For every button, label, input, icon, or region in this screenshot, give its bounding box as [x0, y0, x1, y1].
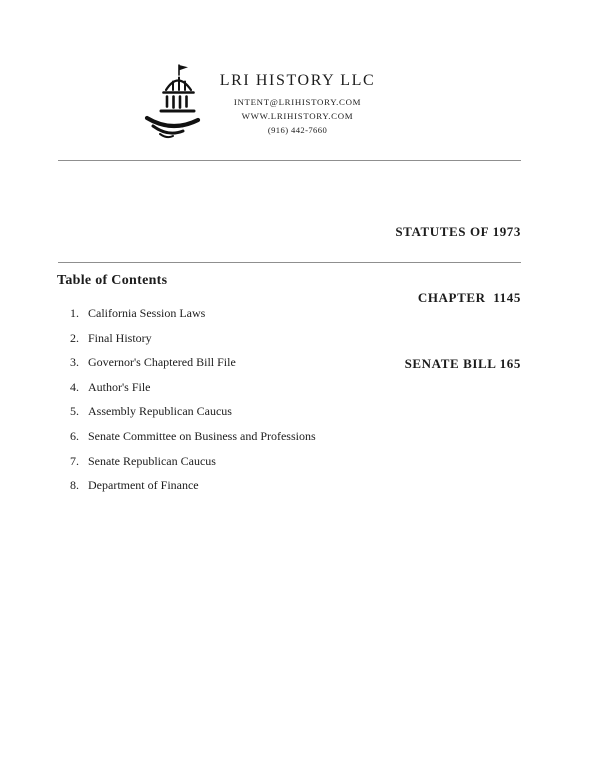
senate-bill-line: SENATE BILL 165 — [404, 356, 521, 371]
statutes-line: STATUTES OF 1973 — [395, 224, 521, 239]
toc-item-number: 8. — [70, 478, 79, 493]
toc-item — [70, 399, 316, 424]
toc-item-number: 7. — [70, 453, 79, 468]
company-phone: (916) 442-7660 — [267, 125, 328, 135]
toc-item-label: Governor's Chaptered Bill File — [88, 355, 236, 370]
toc-item-label: Senate Republican Caucus — [88, 453, 216, 468]
toc-item-label: Assembly Republican Caucus — [88, 404, 232, 419]
divider-middle — [58, 262, 521, 263]
toc-item-label: Department of Finance — [88, 478, 199, 493]
toc-item-number: 6. — [70, 428, 79, 443]
capitol-logo-icon — [138, 60, 212, 142]
toc-item — [70, 350, 316, 375]
toc-item — [70, 301, 316, 326]
toc-list — [70, 301, 316, 498]
toc-item-number: 3. — [70, 355, 79, 370]
company-name: LRI HISTORY LLC — [219, 72, 376, 89]
chapter-line: CHAPTER 1145 — [417, 290, 521, 305]
toc-item — [70, 326, 316, 351]
toc-title: Table of Contents — [57, 273, 168, 288]
toc-item-number: 5. — [70, 404, 79, 419]
letterhead — [210, 72, 385, 137]
toc-item — [70, 424, 316, 449]
toc-item-number: 2. — [70, 330, 79, 345]
toc-item — [70, 449, 316, 474]
toc-item-label: California Session Laws — [88, 306, 206, 320]
company-email: INTENT@LRIHISTORY.COM — [233, 97, 362, 107]
company-website: WWW.LRIHISTORY.COM — [241, 110, 354, 121]
toc-item — [70, 375, 316, 400]
toc-item-label: Author's File — [88, 379, 151, 394]
toc-item — [70, 473, 316, 498]
toc-item-number: 4. — [70, 379, 79, 394]
toc-item-label: Final History — [88, 330, 152, 345]
divider-top — [58, 160, 521, 161]
statute-reference-block — [395, 177, 521, 419]
toc-item-label: Senate Committee on Business and Professions — [88, 428, 316, 443]
toc-item-number: 1. — [70, 306, 79, 320]
